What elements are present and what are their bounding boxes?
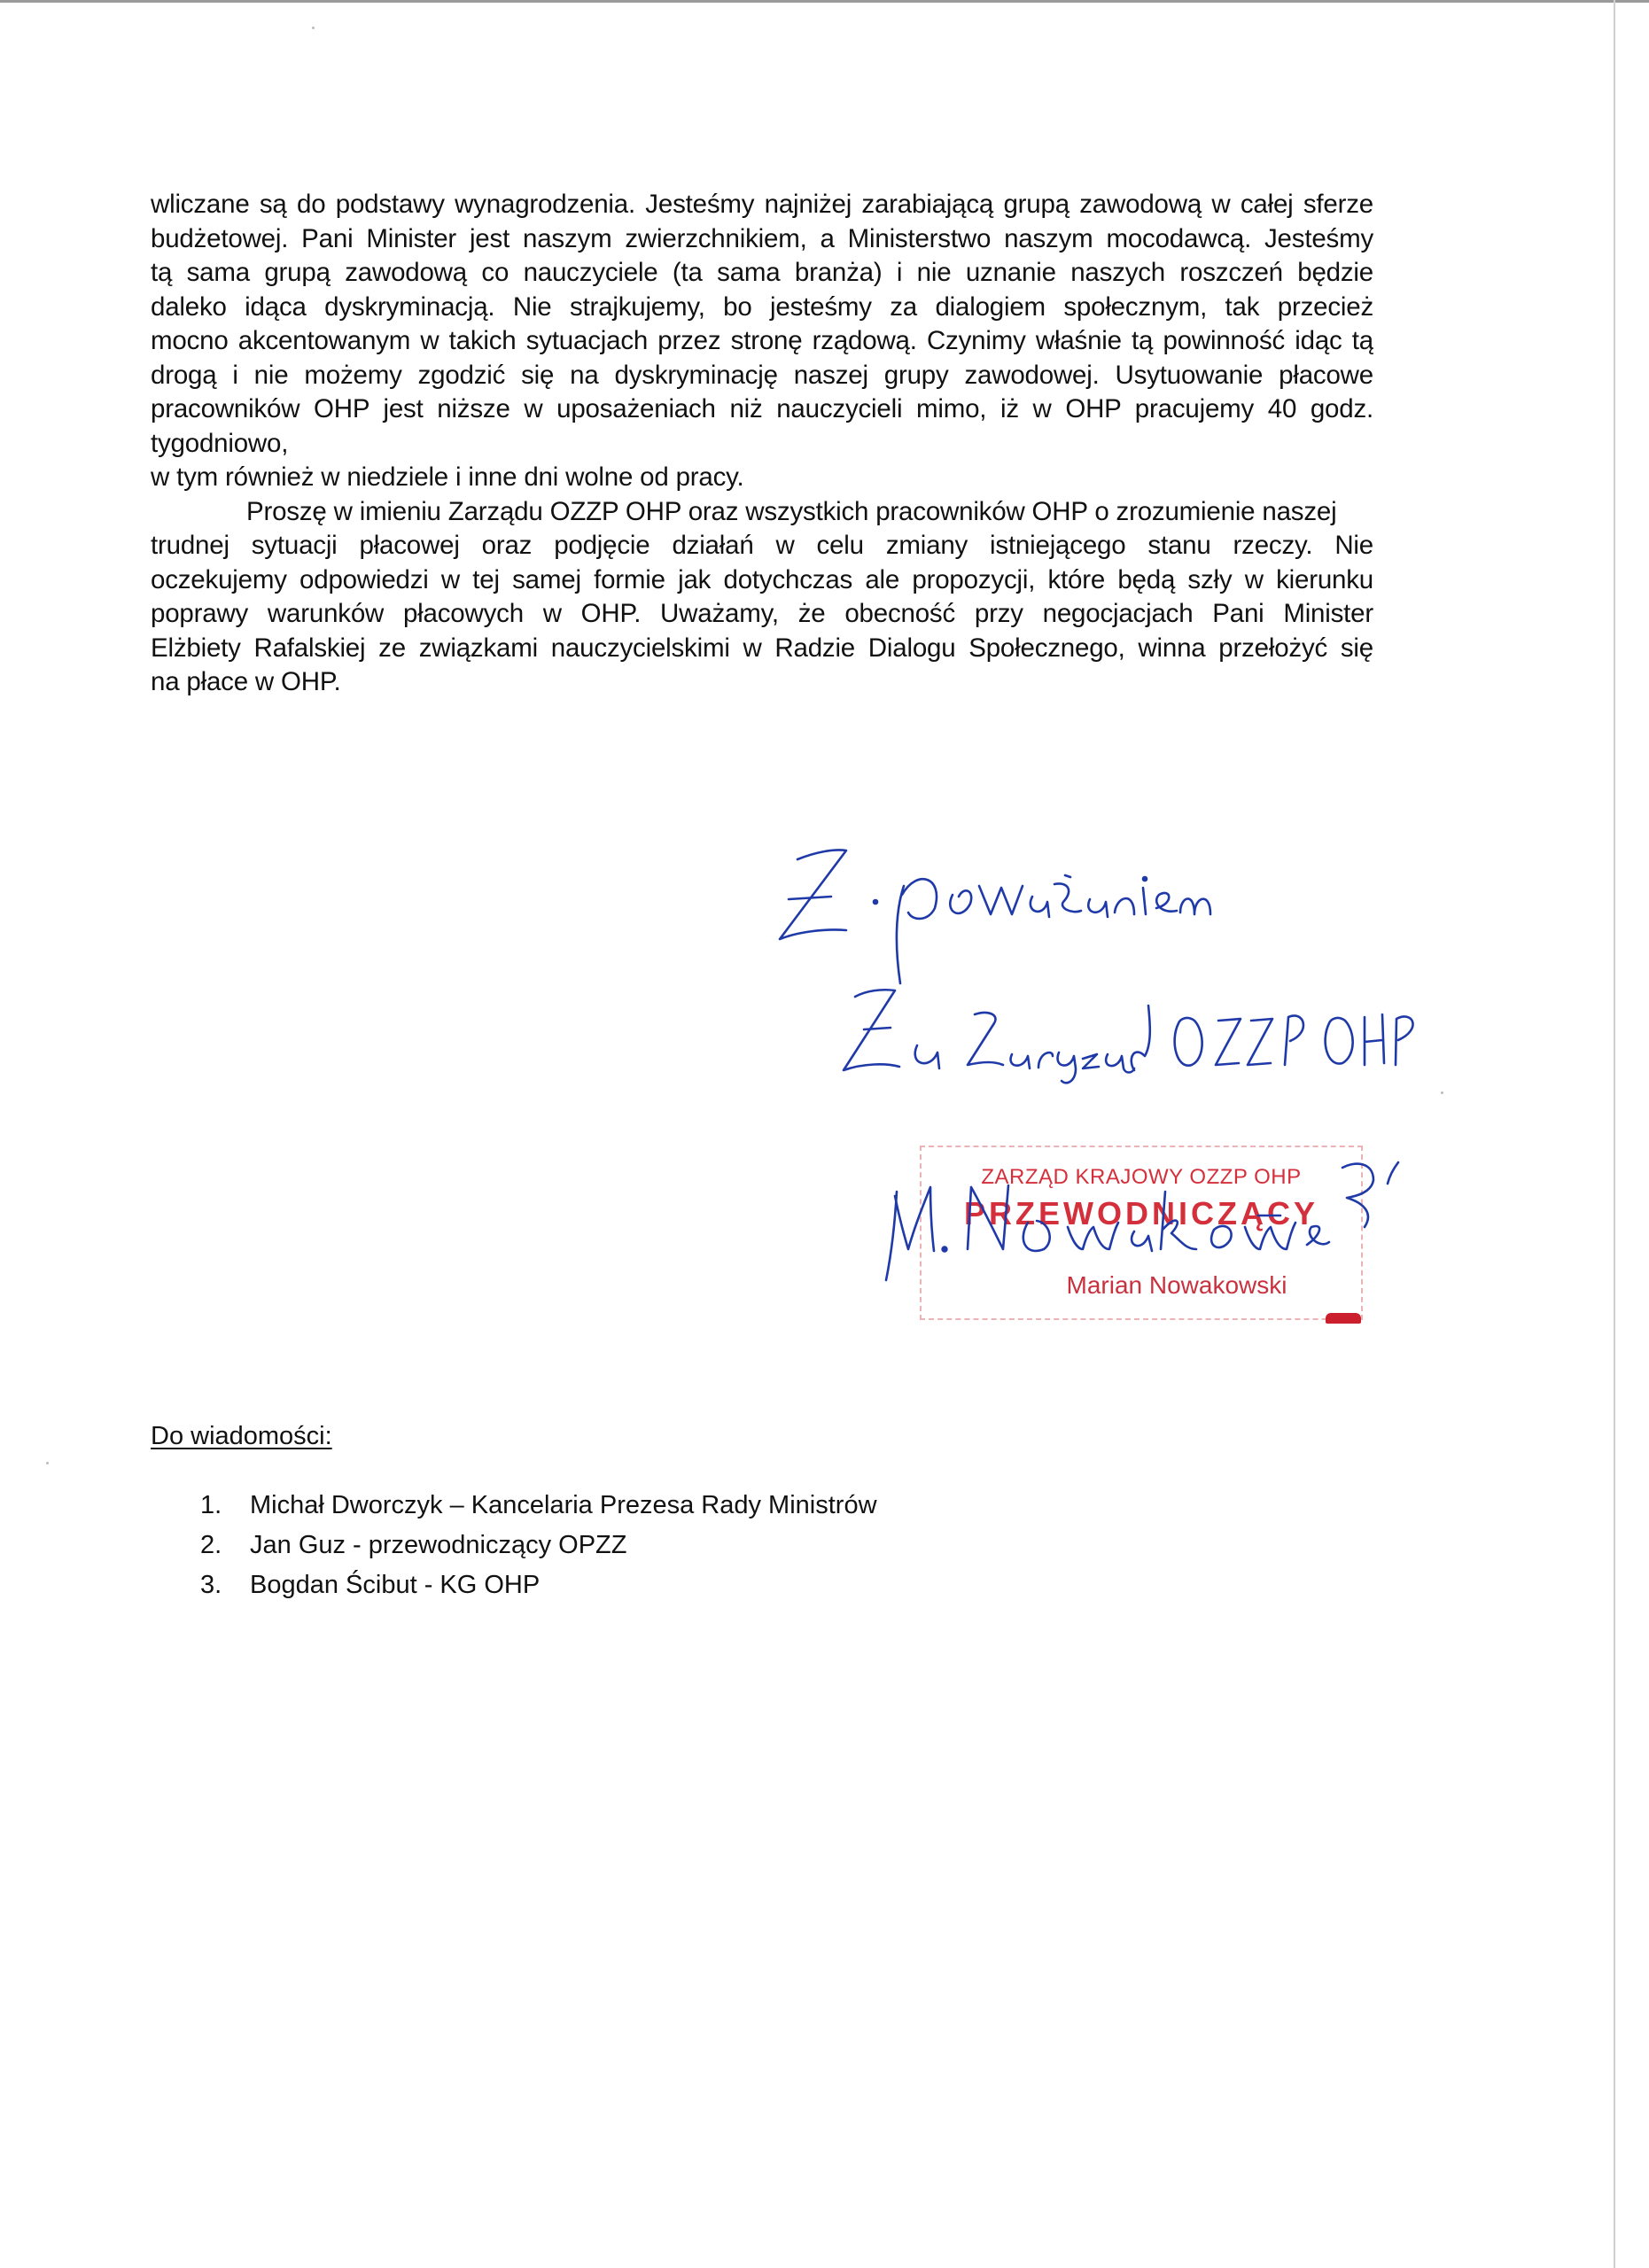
scan-speck	[46, 1462, 49, 1464]
text-line: tą sama grupą zawodową co nauczyciele (ta sama branża) i nie uznanie naszych roszczeń będzie	[151, 258, 1373, 287]
signature-ink	[762, 833, 1560, 1329]
text-line: trudnej sytuacji płacowej oraz podjęcie działań w celu zmiany istniejącego stanu rzeczy. Nie	[151, 531, 1373, 560]
list-text: Bogdan Ścibut - KG OHP	[250, 1571, 541, 1599]
list-text: Jan Guz - przewodniczący OPZZ	[250, 1531, 627, 1559]
distribution-list	[200, 1486, 877, 1605]
text-line: wliczane są do podstawy wynagrodzenia. Jesteśmy najniżej zarabiającą grupą zawodową w całej sferze	[151, 190, 1373, 219]
list-item	[200, 1526, 877, 1565]
list-number: 1.	[200, 1491, 222, 1519]
text-line: na płace w OHP.	[151, 667, 341, 696]
paragraph-2	[151, 495, 1373, 700]
text-line: budżetowej. Pani Minister jest naszym zwierzchnikiem, a Ministerstwo naszym mocodawcą. Jesteśmy	[151, 223, 1373, 253]
scan-speck	[312, 27, 315, 29]
paragraph-1	[151, 188, 1373, 495]
stamp-organization: ZARZĄD KRAJOWY OZZP OHP	[981, 1165, 1302, 1189]
text-line: tygodniowo,	[151, 428, 289, 458]
list-item	[200, 1565, 877, 1605]
text-line: pracowników OHP jest niższe w uposażeniach niż nauczycieli mimo, iż w OHP pracujemy 40 godz.	[151, 394, 1373, 423]
text-line: mocno akcentowanym w takich sytuacjach przez stronę rządową. Czynimy właśnie tą powinność idąc tą	[151, 326, 1373, 355]
scan-edge-top	[0, 0, 1649, 3]
list-text: Michał Dworczyk – Kancelaria Prezesa Rady Ministrów	[250, 1491, 877, 1519]
handwritten-signature	[762, 833, 1560, 1329]
list-number: 3.	[200, 1571, 222, 1599]
text-line: Proszę w imieniu Zarządu OZZP OHP oraz wszystkich pracowników OHP o zrozumienie naszej	[246, 496, 1337, 526]
text-line: Elżbiety Rafalskiej ze związkami nauczycielskimi w Radzie Dialogu Społecznego, winna przełożyć się	[151, 633, 1373, 663]
text-line: drogą i nie możemy zgodzić się na dyskryminację naszej grupy zawodowej. Usytuowanie płacowe	[151, 360, 1373, 390]
stamp-name: Marian Nowakowski	[1066, 1271, 1287, 1299]
letter-body	[151, 188, 1373, 700]
text-line: poprawy warunków płacowych w OHP. Uważamy, że obecność przy negocjacjach Pani Minister	[151, 599, 1373, 628]
text-line: daleko idąca dyskryminacją. Nie strajkujemy, bo jesteśmy za dialogiem społecznym, tak przecież	[151, 291, 1373, 322]
list-number: 2.	[200, 1531, 222, 1559]
distribution-title: Do wiadomości:	[151, 1422, 332, 1450]
scan-edge-right	[1614, 0, 1615, 2268]
text-line: oczekujemy odpowiedzi w tej samej formie jak dotychczas ale propozycji, które będą szły w kierunku	[151, 564, 1373, 594]
stamp-role: PRZEWODNICZĄCY	[964, 1195, 1318, 1231]
list-item	[200, 1486, 877, 1526]
text-line: w tym również w niedziele i inne dni wolne od pracy.	[151, 462, 744, 492]
